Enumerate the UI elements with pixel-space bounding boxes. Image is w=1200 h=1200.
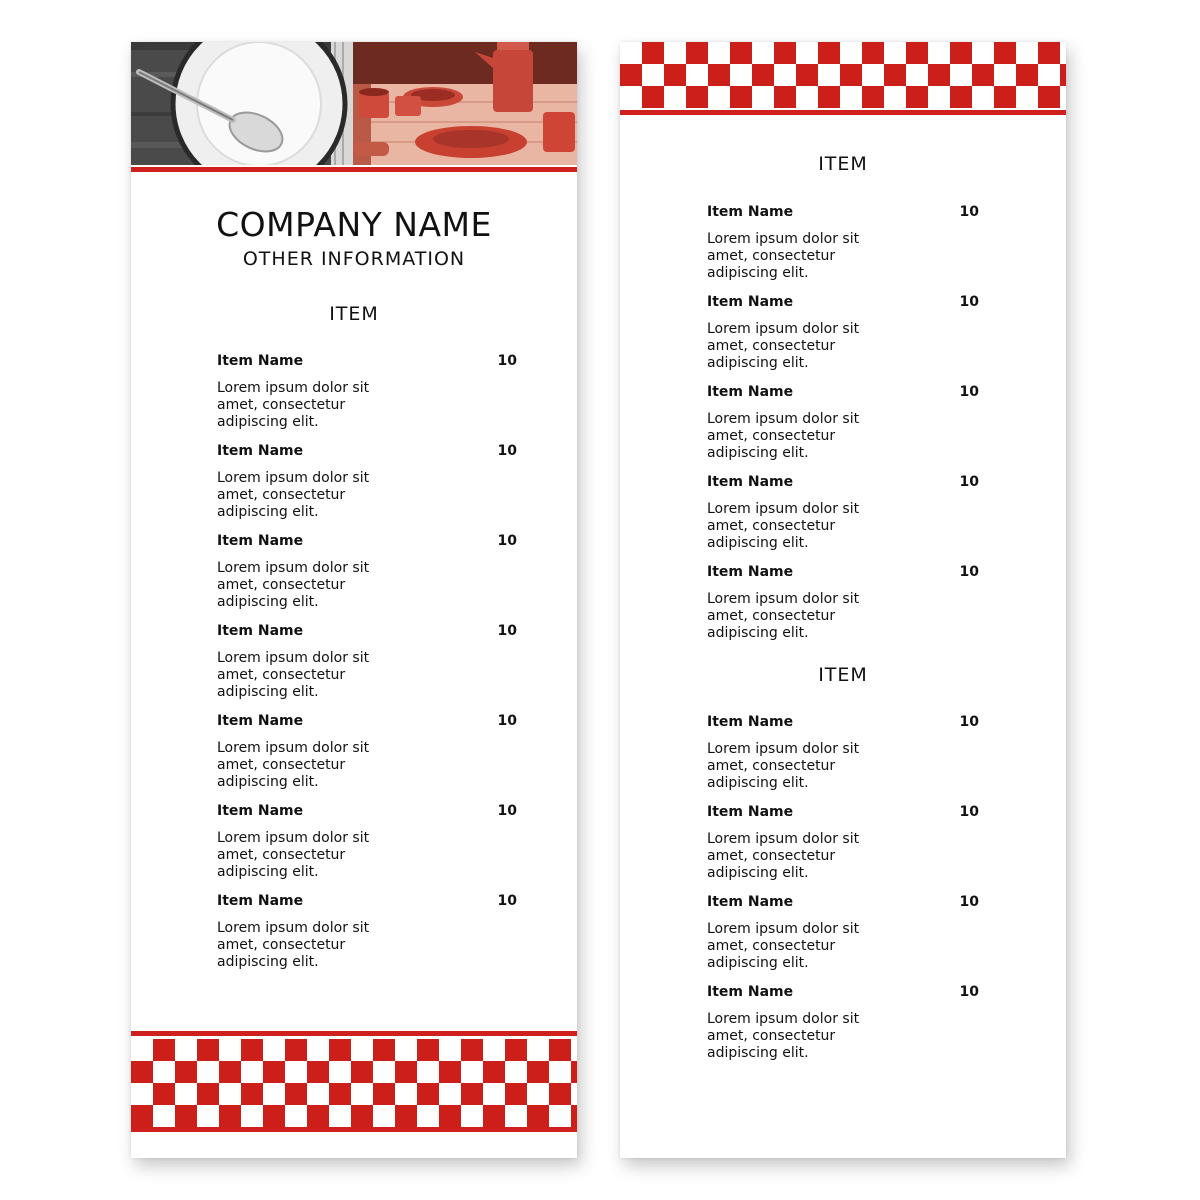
menu-item: [217, 713, 517, 803]
menu-item: [217, 443, 517, 533]
menu-item: [707, 474, 979, 564]
menu-page-front: [131, 42, 577, 1158]
footer-divider-bottom: [131, 1127, 577, 1132]
item-price: 10: [497, 623, 517, 639]
menu-item: [707, 564, 979, 654]
item-price: 10: [959, 204, 979, 220]
item-name: Item Name: [707, 474, 794, 490]
section-title: ITEM: [818, 664, 868, 686]
item-description: Lorem ipsum dolor sit amet, consectetur adipiscing elit.: [707, 591, 860, 641]
item-description: Lorem ipsum dolor sit amet, consectetur adipiscing elit.: [707, 831, 860, 881]
menu-list: [217, 353, 517, 983]
footer-divider-top: [131, 1031, 577, 1036]
item-description: Lorem ipsum dolor sit amet, consectetur adipiscing elit.: [217, 740, 370, 790]
section-title: ITEM: [329, 303, 379, 325]
item-price: 10: [959, 564, 979, 580]
item-name: Item Name: [217, 443, 304, 459]
menu-item: [217, 803, 517, 893]
item-name: Item Name: [217, 623, 304, 639]
item-description: Lorem ipsum dolor sit amet, consectetur adipiscing elit.: [707, 741, 860, 791]
header-divider: [131, 167, 577, 172]
item-name: Item Name: [707, 894, 794, 910]
item-price: 10: [497, 713, 517, 729]
item-description: Lorem ipsum dolor sit amet, consectetur adipiscing elit.: [707, 921, 860, 971]
menu-item: [707, 714, 979, 804]
menu-item: [707, 984, 979, 1074]
menu-list: [707, 204, 979, 654]
item-name: Item Name: [217, 893, 304, 909]
item-price: 10: [959, 714, 979, 730]
menu-item: [707, 384, 979, 474]
item-price: 10: [959, 984, 979, 1000]
item-name: Item Name: [217, 803, 304, 819]
item-price: 10: [959, 474, 979, 490]
item-name: Item Name: [707, 384, 794, 400]
item-price: 10: [497, 893, 517, 909]
item-price: 10: [959, 384, 979, 400]
item-description: Lorem ipsum dolor sit amet, consectetur adipiscing elit.: [707, 321, 860, 371]
checkered-footer-band: [131, 1039, 577, 1127]
item-name: Item Name: [707, 294, 794, 310]
item-description: Lorem ipsum dolor sit amet, consectetur adipiscing elit.: [707, 1011, 860, 1061]
menu-item: [707, 894, 979, 984]
item-name: Item Name: [217, 353, 304, 369]
item-name: Item Name: [707, 714, 794, 730]
item-description: Lorem ipsum dolor sit amet, consectetur adipiscing elit.: [217, 920, 370, 970]
menu-item: [217, 623, 517, 713]
header-divider: [620, 110, 1066, 115]
section-title: ITEM: [818, 153, 868, 175]
item-description: Lorem ipsum dolor sit amet, consectetur adipiscing elit.: [707, 231, 860, 281]
item-name: Item Name: [707, 564, 794, 580]
item-description: Lorem ipsum dolor sit amet, consectetur adipiscing elit.: [217, 560, 370, 610]
menu-item: [707, 294, 979, 384]
menu-item: [707, 204, 979, 294]
company-name: COMPANY NAME: [216, 205, 492, 244]
item-description: Lorem ipsum dolor sit amet, consectetur adipiscing elit.: [217, 830, 370, 880]
item-price: 10: [497, 803, 517, 819]
item-price: 10: [497, 353, 517, 369]
item-description: Lorem ipsum dolor sit amet, consectetur adipiscing elit.: [707, 501, 860, 551]
menu-item: [217, 353, 517, 443]
item-price: 10: [959, 294, 979, 310]
item-price: 10: [497, 533, 517, 549]
item-price: 10: [959, 894, 979, 910]
item-description: Lorem ipsum dolor sit amet, consectetur adipiscing elit.: [217, 650, 370, 700]
item-description: Lorem ipsum dolor sit amet, consectetur adipiscing elit.: [217, 380, 370, 430]
menu-item: [217, 533, 517, 623]
menu-page-back: [620, 42, 1066, 1158]
menu-list: [707, 714, 979, 1074]
item-price: 10: [497, 443, 517, 459]
item-name: Item Name: [217, 713, 304, 729]
header-photo: [131, 42, 577, 165]
checkered-header-band: [620, 42, 1066, 108]
item-price: 10: [959, 804, 979, 820]
item-name: Item Name: [707, 204, 794, 220]
item-description: Lorem ipsum dolor sit amet, consectetur adipiscing elit.: [217, 470, 370, 520]
other-information: OTHER INFORMATION: [242, 248, 466, 270]
item-name: Item Name: [707, 984, 794, 1000]
item-name: Item Name: [217, 533, 304, 549]
item-name: Item Name: [707, 804, 794, 820]
menu-item: [707, 804, 979, 894]
menu-item: [217, 893, 517, 983]
item-description: Lorem ipsum dolor sit amet, consectetur adipiscing elit.: [707, 411, 860, 461]
